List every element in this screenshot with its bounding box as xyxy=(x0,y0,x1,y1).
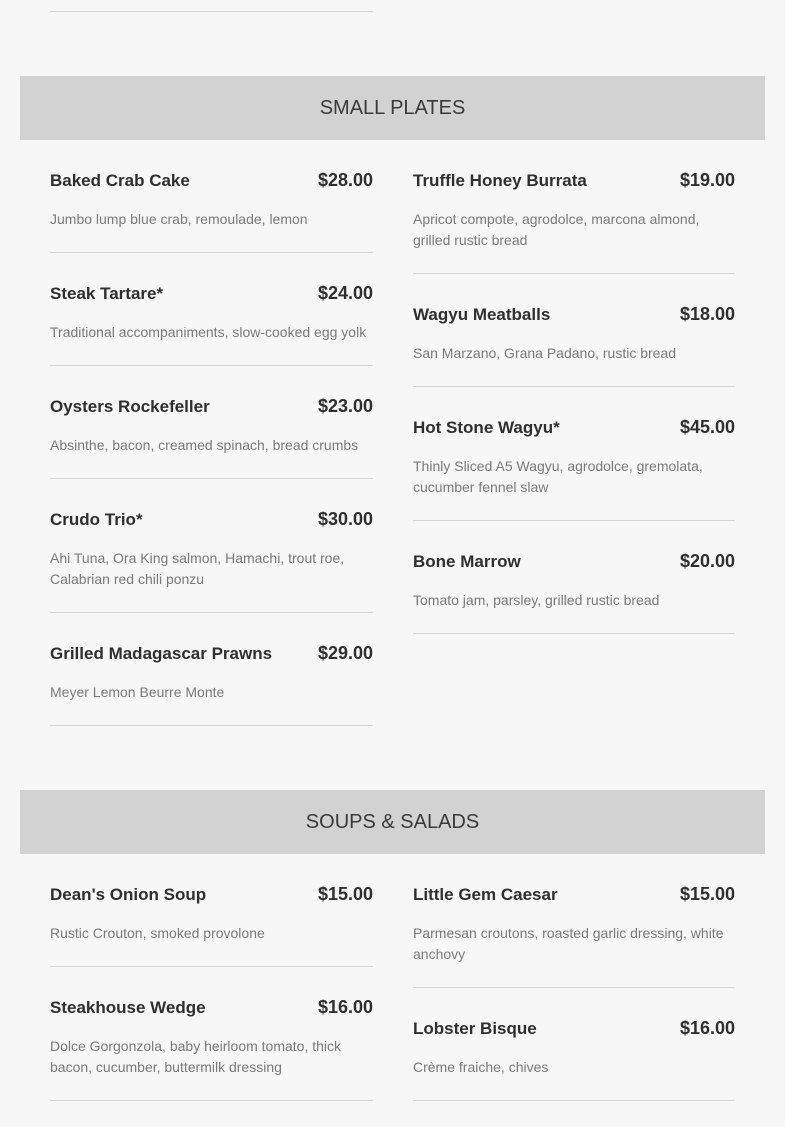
menu-item xyxy=(413,551,735,634)
menu-item xyxy=(50,509,373,613)
divider xyxy=(50,725,373,726)
item-description: Crème fraiche, chives xyxy=(413,1059,549,1075)
divider xyxy=(50,365,373,366)
divider xyxy=(50,252,373,253)
item-price: $16.00 xyxy=(317,997,373,1017)
item-description: Meyer Lemon Beurre Monte xyxy=(50,684,225,700)
item-name: Oysters Rockefeller xyxy=(50,397,210,416)
item-price: $29.00 xyxy=(317,643,373,663)
item-price: $23.00 xyxy=(317,396,373,416)
item-name: Dean's Onion Soup xyxy=(50,885,207,904)
item-description: Dolce Gorgonzola, baby heirloom tomato, thick bacon, cucumber, buttermilk dressing xyxy=(50,1038,342,1075)
item-name: Crudo Trio* xyxy=(50,510,143,529)
divider xyxy=(413,386,735,387)
item-description: Absinthe, bacon, creamed spinach, bread crumbs xyxy=(50,437,359,453)
divider xyxy=(413,987,735,988)
item-price: $28.00 xyxy=(317,170,373,190)
divider xyxy=(413,520,735,521)
divider xyxy=(413,273,735,274)
menu-item xyxy=(50,283,373,366)
item-description: San Marzano, Grana Padano, rustic bread xyxy=(413,345,677,361)
menu-item xyxy=(50,643,373,726)
item-name: Bone Marrow xyxy=(413,552,521,571)
menu-item xyxy=(413,417,735,521)
item-price: $15.00 xyxy=(317,884,373,904)
item-description: Thinly Sliced A5 Wagyu, agrodolce, gremolata, cucumber fennel slaw xyxy=(413,458,703,495)
item-description: Ahi Tuna, Ora King salmon, Hamachi, trout roe, Calabrian red chili ponzu xyxy=(50,550,345,587)
item-description: Traditional accompaniments, slow-cooked egg yolk xyxy=(50,324,367,340)
item-name: Truffle Honey Burrata xyxy=(413,171,587,190)
item-price: $30.00 xyxy=(317,509,373,529)
menu-item xyxy=(413,304,735,387)
menu-item xyxy=(50,396,373,479)
menu-item xyxy=(413,170,735,274)
item-name: Grilled Madagascar Prawns xyxy=(50,644,273,663)
menu-item xyxy=(50,997,373,1101)
item-description: Parmesan croutons, roasted garlic dressing, white anchovy xyxy=(413,925,724,962)
item-name: Little Gem Caesar xyxy=(413,885,558,904)
item-name: Steak Tartare* xyxy=(50,284,164,303)
item-price: $45.00 xyxy=(679,417,735,437)
item-price: $19.00 xyxy=(679,170,735,190)
item-price: $20.00 xyxy=(679,551,735,571)
menu-item xyxy=(50,170,373,253)
item-name: Hot Stone Wagyu* xyxy=(413,418,560,437)
section-header-soups-salads xyxy=(20,790,765,854)
item-description: Tomato jam, parsley, grilled rustic bread xyxy=(413,592,660,608)
item-price: $18.00 xyxy=(679,304,735,324)
menu-item xyxy=(50,884,373,967)
item-name: Lobster Bisque xyxy=(413,1019,537,1038)
divider xyxy=(50,1100,373,1101)
divider xyxy=(413,1100,735,1101)
item-name: Baked Crab Cake xyxy=(50,171,190,190)
section-title: SMALL PLATES xyxy=(319,96,466,119)
divider xyxy=(50,478,373,479)
item-name: Steakhouse Wedge xyxy=(50,998,206,1017)
menu-item xyxy=(413,1018,735,1101)
item-price: $16.00 xyxy=(679,1018,735,1038)
item-name: Wagyu Meatballs xyxy=(413,305,551,324)
item-description: Apricot compote, agrodolce, marcona almond, grilled rustic bread xyxy=(413,211,700,248)
divider xyxy=(50,11,373,12)
divider xyxy=(413,633,735,634)
item-description: Jumbo lump blue crab, remoulade, lemon xyxy=(50,211,308,227)
divider xyxy=(50,612,373,613)
item-description: Rustic Crouton, smoked provolone xyxy=(50,925,265,941)
divider xyxy=(50,966,373,967)
section-header-small-plates xyxy=(20,76,765,140)
menu-item xyxy=(413,884,735,988)
item-price: $24.00 xyxy=(317,283,373,303)
item-price: $15.00 xyxy=(679,884,735,904)
section-title: SOUPS & SALADS xyxy=(305,810,480,833)
